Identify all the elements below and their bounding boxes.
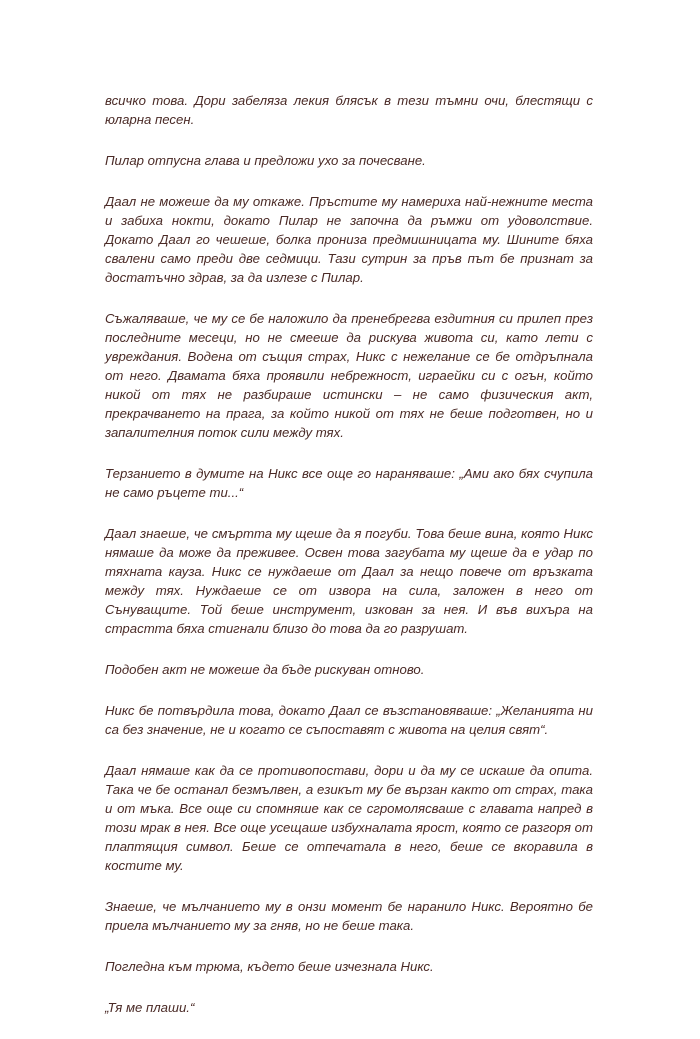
paragraph: Съжаляваше, че му се бе наложило да пренебрегва ездитния си прилеп през последните месеци, но не смееше да рискува живота си, като лети с увреждания. Водена от същия страх, Никс с нежелание се бе отдръпнала от него. Двамата бяха проявили небрежност, играейки си с огън, който никой от тях не разбираше истински – не само физическия акт, прекрачването на прага, за който никой от тях не беше подготвен, но и запалителния поток сили между тях. — [105, 311, 593, 440]
paragraph: Даал не можеше да му откаже. Пръстите му намериха най-нежните места и забиха нокти, докато Пилар не започна да ръмжи от удоволствие. Докато Даал го чешеше, болка прониза предмишницата му. Шините бяха свалени само преди две седмици. Тази сутрин за пръв път бе признат за достатъчно здрав, за да излезе с Пилар. — [105, 194, 593, 285]
paragraph: „Тя ме плаши.“ — [105, 1000, 195, 1015]
paragraph: Никс бе потвърдила това, докато Даал се възстановяваше: „Желанията ни са без значение, не и когато се съпоставят с живота на целия свят“. — [105, 703, 593, 737]
paragraph: Терзанието в думите на Никс все още го нараняваше: „Ами ако бях счупила не само ръцете ти...“ — [105, 466, 593, 500]
page-body — [105, 91, 593, 1039]
paragraph: Погледна към трюма, където беше изчезнала Никс. — [105, 959, 434, 974]
paragraph: Знаеше, че мълчанието му в онзи момент бе наранило Никс. Вероятно бе приела мълчанието му за гняв, но не беше така. — [105, 899, 593, 933]
paragraph: Даал знаеше, че смъртта му щеше да я погуби. Това беше вина, която Никс нямаше да може да преживее. Освен това загубата му щеше да е удар по тяхната кауза. Никс се нуждаеше от Даал за нещо повече от връзката между тях. Нуждаеше се от извора на сила, заложен в него от Сънуващите. Той беше инструмент, изкован за нея. И във вихъра на страстта бяха стигнали близо до това да го разрушат. — [105, 526, 593, 636]
paragraph: всичко това. Дори забеляза лекия блясък в тези тъмни очи, блестящи с юларна песен. — [105, 93, 593, 127]
paragraph: Подобен акт не можеше да бъде рискуван отново. — [105, 662, 425, 677]
paragraph: Пилар отпусна глава и предложи ухо за почесване. — [105, 153, 426, 168]
paragraph: Даал нямаше как да се противопостави, дори и да му се искаше да опита. Така че бе останал безмълвен, а езикът му бе вързан както от страх, така и от мъка. Все още си спомняше как се сгромолясваше с главата напред в този мрак в нея. Все още усещаше избухналата ярост, която се разгоря от плаптящия символ. Беше се отпечатала в него, беше се вкоравила в костите му. — [105, 763, 593, 873]
